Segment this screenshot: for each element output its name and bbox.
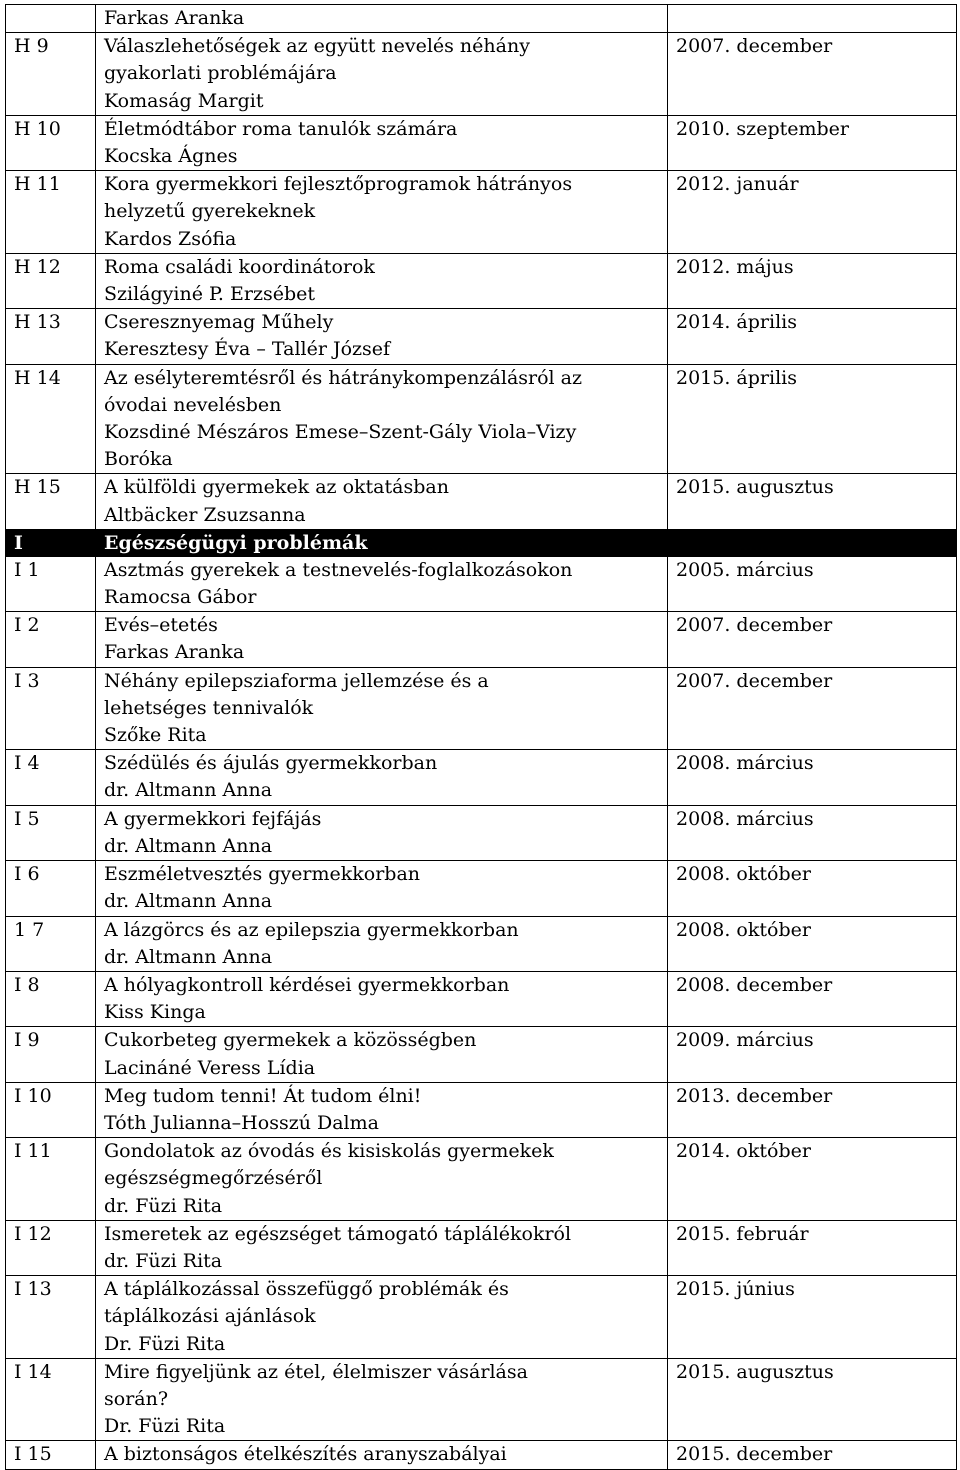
row-code: I 6 [6, 861, 96, 916]
row-title-line: Kora gyermekkori fejlesztőprogramok hátrányos [104, 173, 573, 196]
table-row [6, 115, 957, 170]
row-date: 2015. június [668, 1276, 957, 1359]
row-title-cell [96, 1276, 668, 1359]
row-title-line: Ismeretek az egészséget támogató táplálékokról [104, 1222, 572, 1245]
row-code: H 10 [6, 115, 96, 170]
row-author: Boróka [104, 448, 173, 471]
row-title-cell [96, 861, 668, 916]
table-row [6, 1138, 957, 1221]
row-date: 2015. augusztus [668, 1358, 957, 1441]
row-date: 2012. május [668, 253, 957, 308]
row-date: 2009. március [668, 1027, 957, 1082]
row-date [668, 5, 957, 33]
row-title-cell [96, 364, 668, 474]
row-title-cell [96, 309, 668, 364]
row-author: dr. Altmann Anna [104, 890, 273, 913]
row-date: 2015. augusztus [668, 474, 957, 529]
row-code: I 1 [6, 556, 96, 611]
row-date: 2007. december [668, 612, 957, 667]
row-code [6, 5, 96, 33]
row-code: I 8 [6, 971, 96, 1026]
row-title-cell [96, 115, 668, 170]
row-title-cell [96, 556, 668, 611]
row-title-line: Néhány epilepsziaforma jellemzése és a [104, 669, 489, 692]
row-author: Kocska Ágnes [104, 145, 238, 168]
row-author: dr. Füzi Rita [104, 1249, 223, 1272]
row-title-cell [96, 1027, 668, 1082]
row-title-line: helyzetű gyerekeknek [104, 200, 316, 223]
row-code: I 13 [6, 1276, 96, 1359]
row-author: Dr. Füzi Rita [104, 1415, 226, 1438]
row-title-line: Gondolatok az óvodás és kisiskolás gyermekek [104, 1140, 554, 1163]
table-row [6, 916, 957, 971]
row-title-line: Életmódtábor roma tanulók számára [104, 117, 458, 140]
row-title-line: Válaszlehetőségek az együtt nevelés néhány [104, 35, 530, 58]
table-row [6, 253, 957, 308]
catalog-group-i [6, 556, 957, 1469]
row-title-line: óvodai nevelésben [104, 393, 282, 416]
row-date: 2007. december [668, 667, 957, 750]
row-author: dr. Altmann Anna [104, 834, 273, 857]
row-author: Ramocsa Gábor [104, 586, 257, 609]
row-title-cell [96, 750, 668, 805]
row-title-line: gyakorlati problémájára [104, 62, 337, 85]
row-title-cell [96, 805, 668, 860]
row-author: Lacináné Veress Lídia [104, 1056, 316, 1079]
row-author: Kardos Zsófia [104, 227, 237, 250]
row-author: Tóth Julianna–Hosszú Dalma [104, 1111, 379, 1134]
row-author: Szőke Rita [104, 724, 207, 747]
table-row [6, 612, 957, 667]
table-row [6, 364, 957, 474]
row-date: 2008. december [668, 971, 957, 1026]
row-code: H 12 [6, 253, 96, 308]
row-date: 2015. február [668, 1220, 957, 1275]
table-row [6, 1276, 957, 1359]
row-code: H 14 [6, 364, 96, 474]
row-code: H 15 [6, 474, 96, 529]
table-row [6, 309, 957, 364]
row-title-line: Eszméletvesztés gyermekkorban [104, 863, 421, 886]
row-title-cell [96, 253, 668, 308]
row-code: 1 7 [6, 916, 96, 971]
table-row [6, 5, 957, 33]
row-title-line: A biztonságos ételkészítés aranyszabályai [104, 1443, 507, 1466]
section-title: Egészségügyi problémák [96, 529, 957, 556]
row-author: Dr. Füzi Rita [104, 1332, 226, 1355]
row-code: H 11 [6, 171, 96, 254]
row-code: I 9 [6, 1027, 96, 1082]
row-code: I 10 [6, 1082, 96, 1137]
row-title-cell [96, 916, 668, 971]
table-row [6, 1027, 957, 1082]
row-date: 2012. január [668, 171, 957, 254]
section-code: I [6, 529, 96, 556]
table-row [6, 474, 957, 529]
row-date: 2007. december [668, 33, 957, 116]
table-row [6, 171, 957, 254]
table-row [6, 33, 957, 116]
row-title-line: Kozsdiné Mészáros Emese–Szent-Gály Viola–Vizy [104, 421, 577, 444]
section-header-row [6, 529, 957, 556]
row-code: I 4 [6, 750, 96, 805]
catalog-table [5, 4, 957, 1470]
row-title-cell [96, 612, 668, 667]
row-code: I 15 [6, 1441, 96, 1469]
row-author: dr. Altmann Anna [104, 779, 273, 802]
row-author: dr. Altmann Anna [104, 945, 273, 968]
row-title-line: A gyermekkori fejfájás [104, 807, 322, 830]
row-author: Altbäcker Zsuzsanna [104, 503, 306, 526]
catalog-group-h [6, 5, 957, 530]
table-row [6, 556, 957, 611]
row-date: 2013. december [668, 1082, 957, 1137]
row-title-line: Cseresznyemag Műhely [104, 311, 334, 334]
row-author: Keresztesy Éva – Tallér József [104, 338, 391, 361]
row-title-cell [96, 1358, 668, 1441]
table-row [6, 1220, 957, 1275]
table-row [6, 805, 957, 860]
table-row [6, 1082, 957, 1137]
row-title-line: egészségmegőrzéséről [104, 1167, 323, 1190]
row-date: 2008. október [668, 861, 957, 916]
row-title-line: táplálkozási ajánlások [104, 1305, 316, 1328]
row-date: 2015. április [668, 364, 957, 474]
row-title-line: Szédülés és ájulás gyermekkorban [104, 752, 438, 775]
row-title-line: A külföldi gyermekek az oktatásban [104, 476, 449, 499]
row-author: Komaság Margit [104, 89, 264, 112]
table-row [6, 971, 957, 1026]
row-title-line: Meg tudom tenni! Át tudom élni! [104, 1084, 422, 1107]
row-code: H 13 [6, 309, 96, 364]
row-title-line: Az esélyteremtésről és hátránykompenzálásról az [104, 366, 583, 389]
row-date: 2015. december [668, 1441, 957, 1469]
row-title-line: A táplálkozással összefüggő problémák és [104, 1278, 509, 1301]
row-code: I 14 [6, 1358, 96, 1441]
row-title-line: A lázgörcs és az epilepszia gyermekkorban [104, 918, 519, 941]
row-code: I 11 [6, 1138, 96, 1221]
table-row [6, 1358, 957, 1441]
row-title-cell [96, 1138, 668, 1221]
row-title-line: során? [104, 1387, 169, 1410]
row-title-cell [96, 171, 668, 254]
row-date: 2014. április [668, 309, 957, 364]
row-author: Kiss Kinga [104, 1001, 206, 1024]
row-title-cell [96, 33, 668, 116]
row-title-line: Evés–etetés [104, 614, 218, 637]
row-date: 2008. március [668, 750, 957, 805]
row-date: 2008. október [668, 916, 957, 971]
row-author: Szilágyiné P. Erzsébet [104, 283, 316, 306]
row-code: I 5 [6, 805, 96, 860]
row-author: Farkas Aranka [104, 641, 245, 664]
row-date: 2014. október [668, 1138, 957, 1221]
row-title-cell [96, 971, 668, 1026]
row-code: I 12 [6, 1220, 96, 1275]
table-row [6, 1441, 957, 1469]
row-title-line: Farkas Aranka [104, 7, 245, 29]
row-title-cell [96, 1220, 668, 1275]
row-title-line: Mire figyeljünk az étel, élelmiszer vásárlása [104, 1360, 528, 1383]
row-title-cell [96, 5, 668, 33]
row-date: 2010. szeptember [668, 115, 957, 170]
table-row [6, 861, 957, 916]
row-title-cell [96, 667, 668, 750]
row-title-line: Cukorbeteg gyermekek a közösségben [104, 1029, 477, 1052]
row-code: I 2 [6, 612, 96, 667]
row-author: dr. Füzi Rita [104, 1194, 223, 1217]
row-title-line: lehetséges tennivalók [104, 696, 314, 719]
row-title-line: A hólyagkontroll kérdései gyermekkorban [104, 973, 510, 996]
row-title-cell [96, 1441, 668, 1469]
row-title-line: Asztmás gyerekek a testnevelés-foglalkozásokon [104, 558, 573, 581]
row-title-cell [96, 1082, 668, 1137]
table-row [6, 667, 957, 750]
section-header-group [6, 529, 957, 556]
table-row [6, 750, 957, 805]
row-date: 2005. március [668, 556, 957, 611]
row-code: H 9 [6, 33, 96, 116]
row-date: 2008. március [668, 805, 957, 860]
row-title-line: Roma családi koordinátorok [104, 255, 375, 278]
row-code: I 3 [6, 667, 96, 750]
row-title-cell [96, 474, 668, 529]
